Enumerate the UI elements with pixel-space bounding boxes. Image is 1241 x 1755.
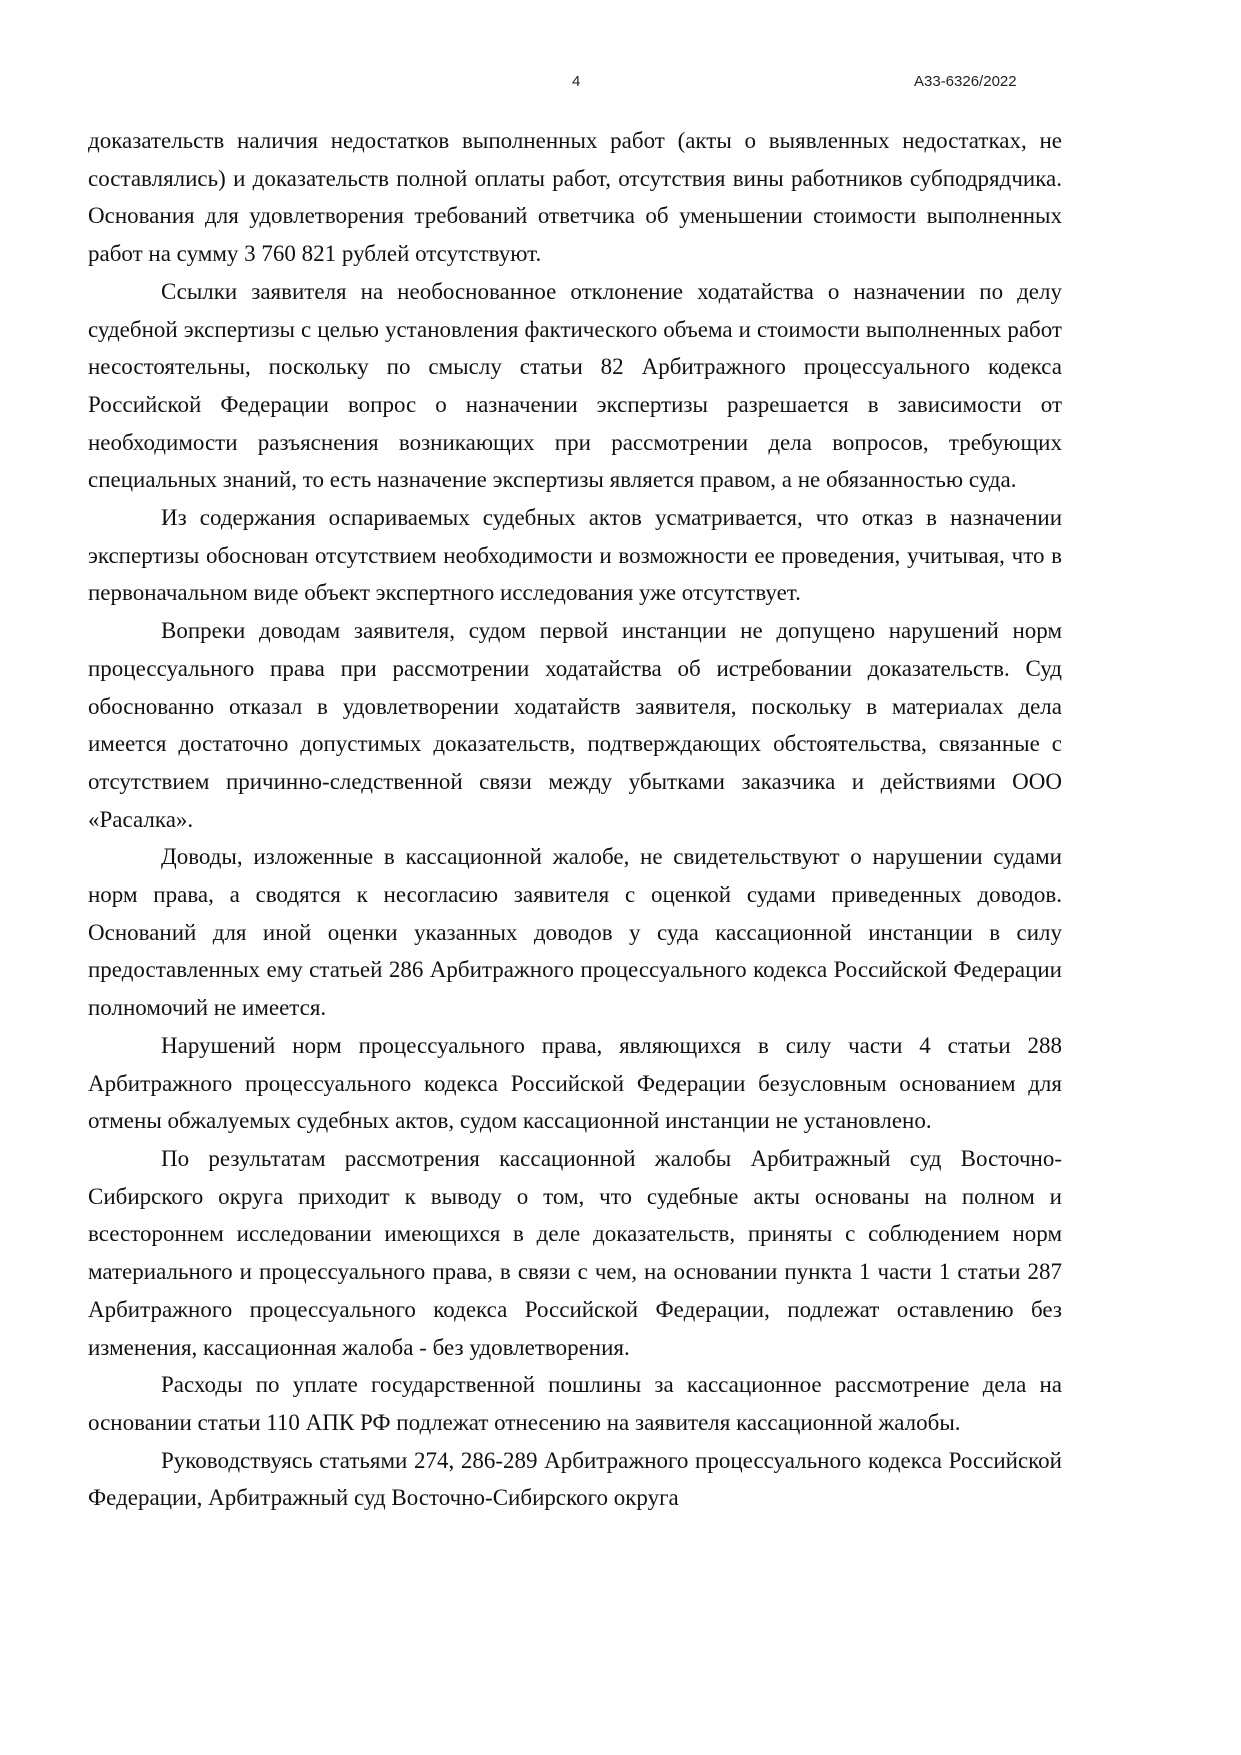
paragraph-appeal-arguments: Доводы, изложенные в кассационной жалобе, не свидетельствуют о нарушении судами норм права, а сводятся к несогласию заявителя с оценкой судами приведенных доводов. Оснований для иной оценки указанных доводов у суда кассационной инстанции в силу предоставленных ему статьей 286 Арбитражного процессуального кодекса Российской Федерации полномочий не имеется. — [88, 844, 1062, 1021]
document-body — [88, 122, 1062, 1517]
paragraph-court-fees: Расходы по уплате государственной пошлины за кассационное рассмотрение дела на основании статьи 110 АПК РФ подлежат отнесению на заявителя кассационной жалобы. — [88, 1372, 1062, 1435]
paragraph-continuation: доказательств наличия недостатков выполненных работ (акты о выявленных недостатках, не составлялись) и доказательств полной оплаты работ, отсутствия вины работников субподрядчика. Основания для удовлетворения требований ответчика об уменьшении стоимости выполненных работ на сумму 3 760 821 рублей отсутствуют. — [88, 128, 1062, 267]
paragraph-evidence-request: Вопреки доводам заявителя, судом первой инстанции не допущено нарушений норм процессуального права при рассмотрении ходатайства об истребовании доказательств. Суд обоснованно отказал в удовлетворении ходатайств заявителя, поскольку в материалах дела имеется достаточно допустимых доказательств, подтверждающих обстоятельства, связанные с отсутствием причинно-следственной связи между убытками заказчика и действиями ООО «Расалка». — [88, 618, 1062, 832]
paragraph-expertise-refusal: Ссылки заявителя на необоснованное отклонение ходатайства о назначении по делу судебной экспертизы с целью установления фактического объема и стоимости выполненных работ несостоятельны, поскольку по смыслу статьи 82 Арбитражного процессуального кодекса Российской Федерации вопрос о назначении экспертизы разрешается в зависимости от необходимости разъяснения возникающих при рассмотрении дела вопросов, требующих специальных знаний, то есть назначение экспертизы является правом, а не обязанностью суда. — [88, 278, 1062, 493]
case-number: А33-6326/2022 — [914, 73, 1017, 90]
paragraph-guided-by: Руководствуясь статьями 274, 286-289 Арбитражного процессуального кодекса Российской Федерации, Арбитражный суд Восточно-Сибирского округа — [88, 1447, 1062, 1511]
paragraph-expertise-justification: Из содержания оспариваемых судебных актов усматривается, что отказ в назначении экспертизы обоснован отсутствием необходимости и возможности ее проведения, учитывая, что в первоначальном виде объект экспертного исследования уже отсутствует. — [88, 505, 1062, 606]
paragraph-procedural-violations: Нарушений норм процессуального права, являющихся в силу части 4 статьи 288 Арбитражного процессуального кодекса Российской Федерации безусловным основанием для отмены обжалуемых судебных актов, судом кассационной инстанции не установлено. — [88, 1032, 1062, 1134]
paragraph-conclusion: По результатам рассмотрения кассационной жалобы Арбитражный суд Восточно-Сибирского округа приходит к выводу о том, что судебные акты основаны на полном и всестороннем исследовании имеющихся в деле доказательств, приняты с соблюдением норм материального и процессуального права, в связи с чем, на основании пункта 1 части 1 статьи 287 Арбитражного процессуального кодекса Российской Федерации, подлежат оставлению без изменения, кассационная жалоба - без удовлетворения. — [88, 1145, 1062, 1360]
page-number: 4 — [572, 73, 581, 90]
page-header — [0, 73, 1241, 95]
